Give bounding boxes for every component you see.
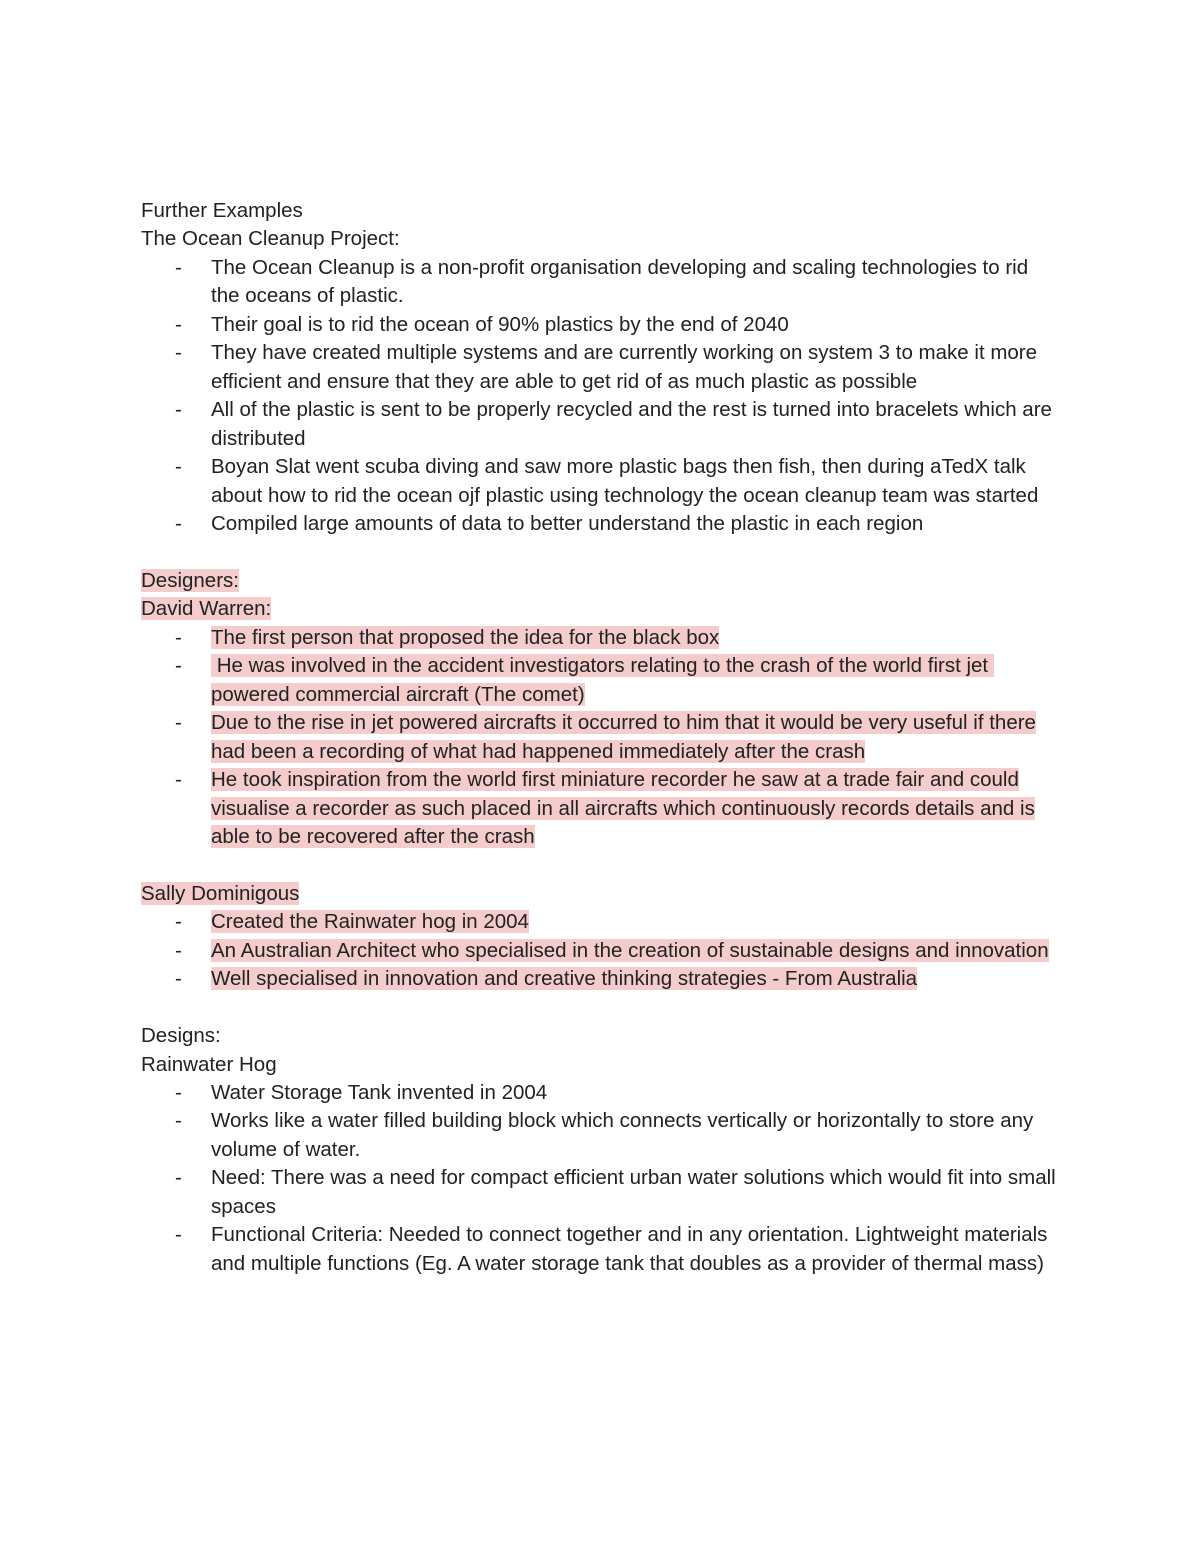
doc-heading-further-examples: Further Examples <box>141 199 303 222</box>
section-heading-ocean-cleanup: The Ocean Cleanup Project: <box>141 227 400 251</box>
dash-bullet-icon: - <box>175 255 182 279</box>
list-item: - Need: There was a need for compact efficient urban water solutions which would fit into small spaces <box>175 1166 1056 1218</box>
list-item: - Boyan Slat went scuba diving and saw more plastic bags then fish, then during aTedX talk about how to rid the ocean ojf plastic using technology the ocean cleanup team was started <box>175 455 1039 507</box>
list-item: - An Australian Architect who specialised in the creation of sustainable designs and innovation <box>141 937 1061 965</box>
blank-line <box>141 994 1061 1022</box>
dash-bullet-icon: - <box>175 312 182 336</box>
list-item: - Well specialised in innovation and creative thinking strategies - From Australia <box>141 965 1061 993</box>
subheading-david-warren: David Warren: <box>141 597 272 621</box>
dash-bullet-icon: - <box>175 1166 182 1190</box>
list-item: - The first person that proposed the idea for the black box <box>141 624 1061 652</box>
dash-bullet-icon: - <box>175 341 182 365</box>
dash-bullet-icon: - <box>175 654 182 678</box>
blank-line <box>141 538 1061 566</box>
dash-bullet-icon: - <box>175 398 182 422</box>
dash-bullet-icon: - <box>175 910 182 934</box>
dash-bullet-icon: - <box>175 455 182 479</box>
list-item: - Created the Rainwater hog in 2004 <box>141 908 1061 936</box>
section-heading-designs: Designs: <box>141 1024 221 1048</box>
list-item: - Due to the rise in jet powered aircrafts it occurred to him that it would be very useful if there had been a recording of what had happened immediately after the crash <box>175 711 1036 763</box>
dash-bullet-icon: - <box>175 938 182 962</box>
bullet-list-rainwater-hog <box>141 1079 1061 1278</box>
section-heading-designers: Designers: <box>141 568 239 592</box>
dash-bullet-icon: - <box>175 1109 182 1133</box>
bullet-list-david-warren <box>141 624 1061 852</box>
dash-bullet-icon: - <box>175 768 182 792</box>
section-david-warren <box>141 567 1061 852</box>
list-item: - He was involved in the accident investigators relating to the crash of the world first jet powered commercial aircraft (The comet) <box>175 654 994 706</box>
list-item: - Compiled large amounts of data to better understand the plastic in each region <box>141 510 1061 538</box>
list-item: - Their goal is to rid the ocean of 90% plastics by the end of 2040 <box>141 311 1061 339</box>
dash-bullet-icon: - <box>175 625 182 649</box>
list-item: - Works like a water filled building block which connects vertically or horizontally to store any volume of water. <box>175 1109 1034 1161</box>
bullet-list-ocean-cleanup <box>141 254 1061 539</box>
dash-bullet-icon: - <box>175 967 182 991</box>
section-rainwater-hog <box>141 1022 1061 1278</box>
list-item: - Functional Criteria: Needed to connect together and in any orientation. Lightweight materials and multiple functions (Eg. A water storage tank that doubles as a provider of thermal mass) <box>175 1223 1048 1275</box>
section-ocean-cleanup <box>141 197 1061 538</box>
bullet-list-sally-dominigous <box>141 908 1061 993</box>
list-item: - The Ocean Cleanup is a non-profit organisation developing and scaling technologies to rid the oceans of plastic. <box>175 255 1029 308</box>
dash-bullet-icon: - <box>175 711 182 735</box>
subheading-sally-dominigous: Sally Dominigous <box>141 881 300 905</box>
list-item: - Water Storage Tank invented in 2004 <box>141 1079 1061 1107</box>
subheading-rainwater-hog: Rainwater Hog <box>141 1052 277 1076</box>
section-sally-dominigous <box>141 880 1061 994</box>
blank-line <box>141 851 1061 879</box>
list-item: - All of the plastic is sent to be properly recycled and the rest is turned into bracelets which are distributed <box>175 398 1052 450</box>
dash-bullet-icon: - <box>175 1223 182 1247</box>
document-page <box>141 197 1061 1278</box>
dash-bullet-icon: - <box>175 511 182 535</box>
list-item: - He took inspiration from the world first miniature recorder he saw at a trade fair and could visualise a recorder as such placed in all aircrafts which continuously records details and is able to be recovered after the crash <box>175 768 1035 848</box>
list-item: - They have created multiple systems and are currently working on system 3 to make it more efficient and ensure that they are able to get rid of as much plastic as possible <box>175 341 1038 393</box>
dash-bullet-icon: - <box>175 1081 182 1104</box>
